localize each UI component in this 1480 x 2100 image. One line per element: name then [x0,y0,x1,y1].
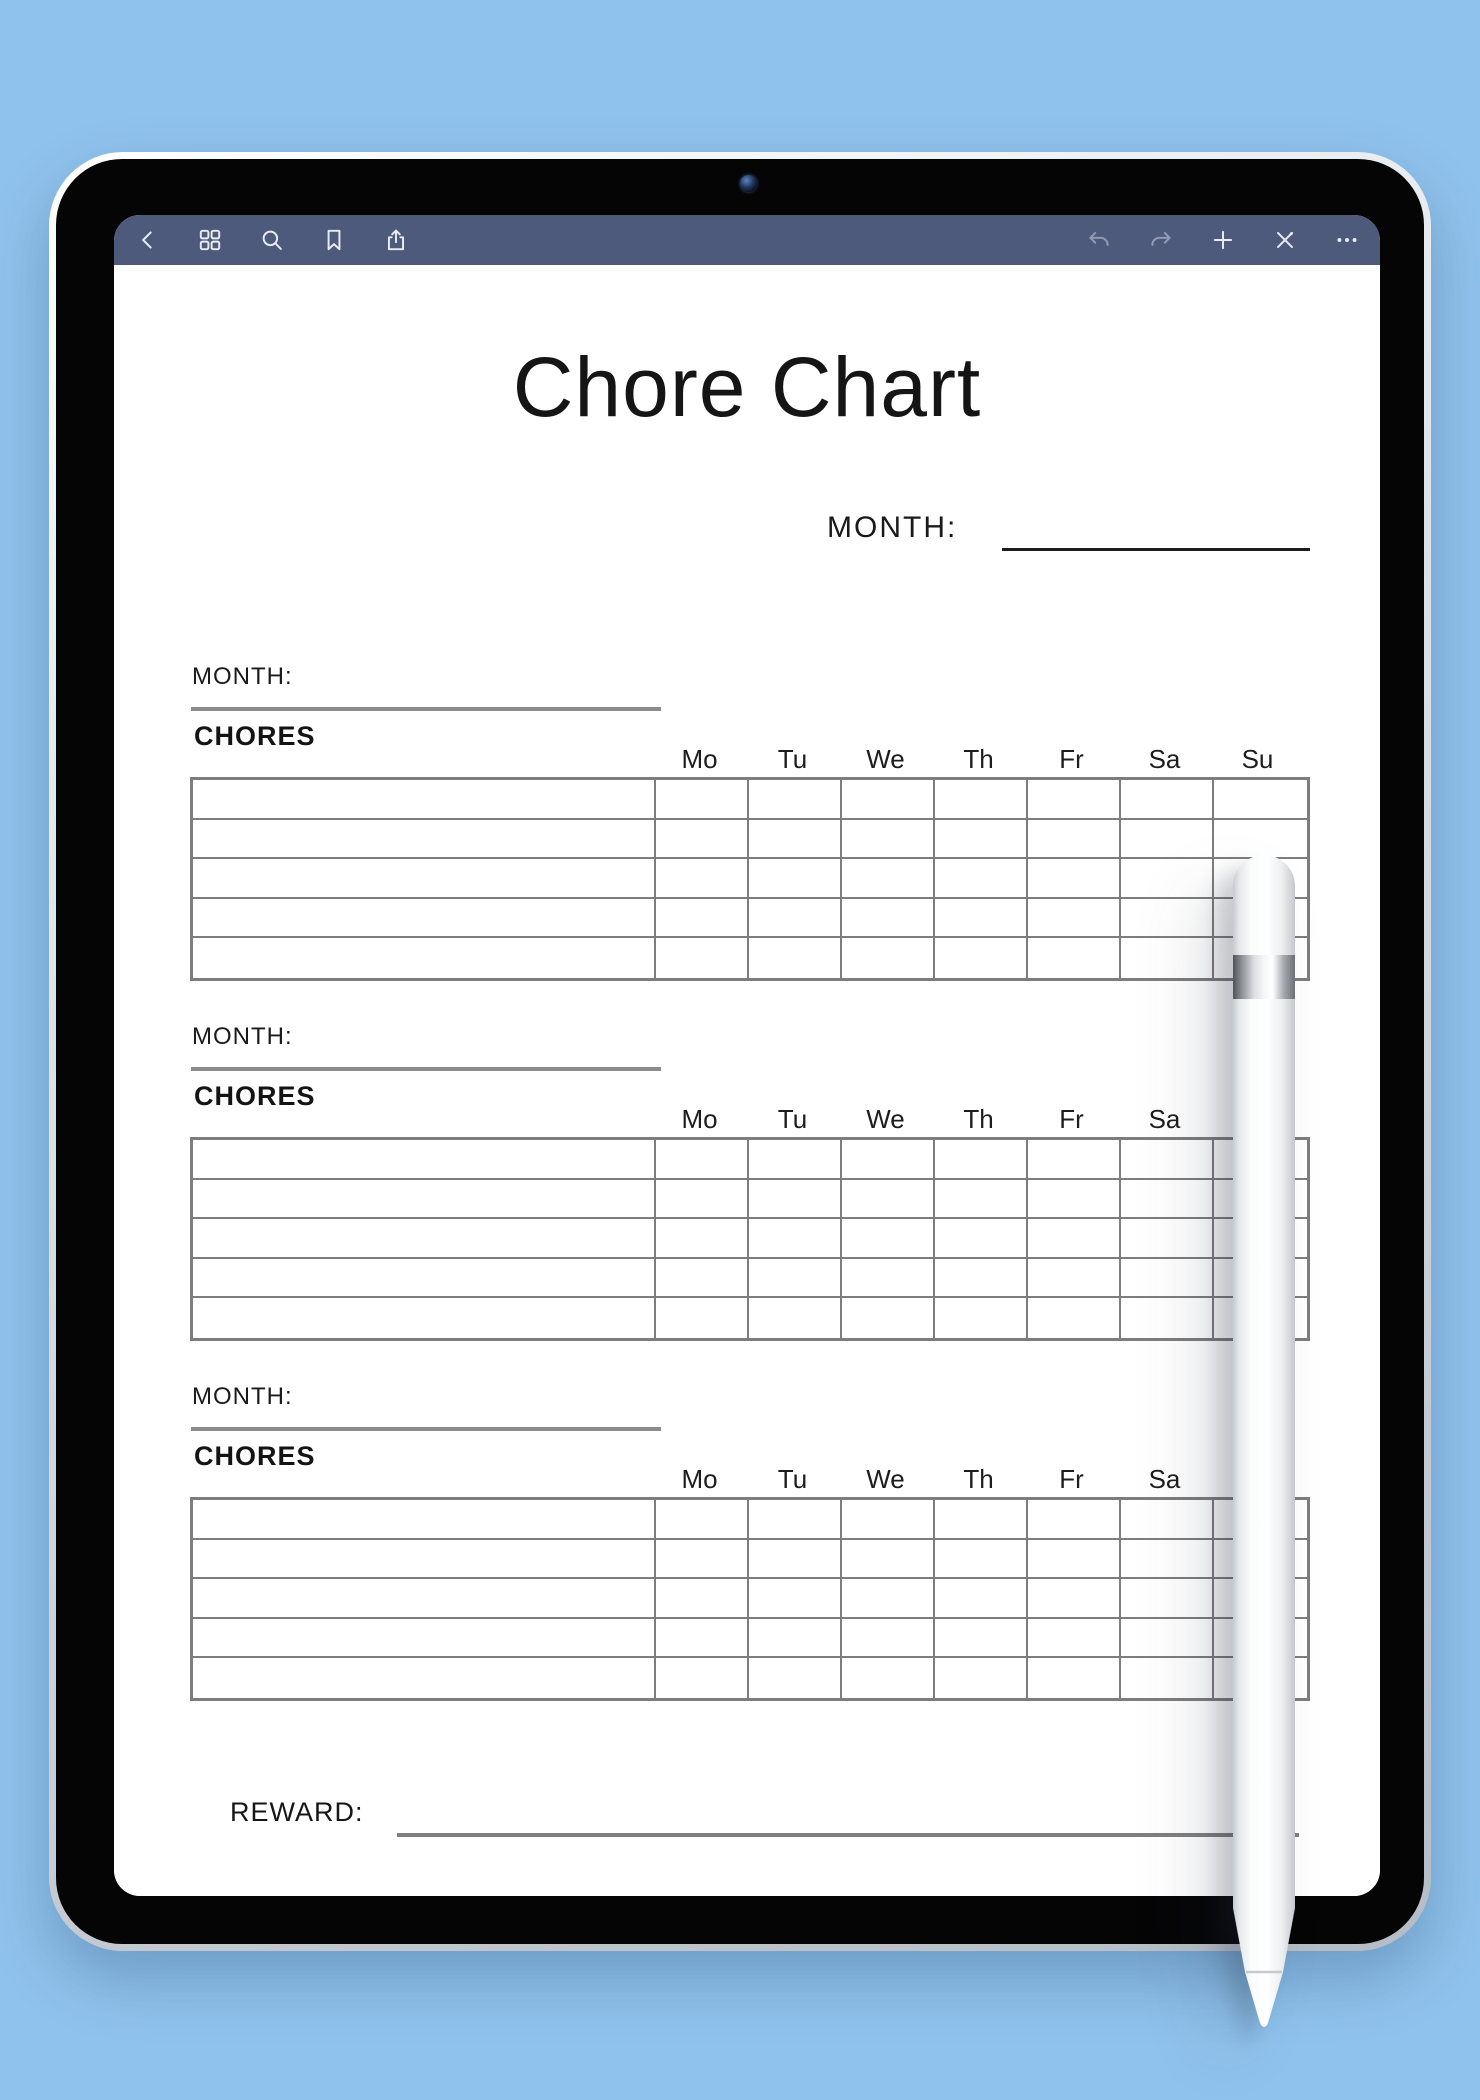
day-label-fr: Fr [1059,1104,1084,1134]
day-check-cell[interactable] [749,1180,842,1220]
day-check-cell[interactable] [935,1180,1028,1220]
day-check-cell[interactable] [842,1219,935,1259]
day-check-cell[interactable] [1028,1579,1121,1619]
section-month-input-line[interactable] [191,1067,661,1071]
day-check-cell[interactable] [1028,1658,1121,1698]
day-label-mo: Mo [681,744,718,774]
toolbar-left-group [135,227,409,253]
chore-name-cell[interactable] [193,780,656,820]
day-header-row [190,739,1304,777]
day-check-cell[interactable] [935,1259,1028,1299]
day-header-row [190,1099,1304,1137]
chore-name-cell[interactable] [193,1140,656,1180]
day-check-cell[interactable] [656,1500,749,1540]
day-check-cell[interactable] [842,1500,935,1540]
day-label-sa: Sa [1148,744,1181,774]
day-check-cell[interactable] [1028,1259,1121,1299]
day-check-cell[interactable] [1214,780,1307,820]
undo-icon[interactable] [1086,227,1112,253]
day-check-cell[interactable] [842,1579,935,1619]
day-check-cell[interactable] [749,1500,842,1540]
day-check-cell[interactable] [1028,1619,1121,1659]
day-check-cell[interactable] [935,859,1028,899]
chores-header: CHORES [194,1081,316,1111]
day-check-cell[interactable] [749,1219,842,1259]
day-check-cell[interactable] [935,1298,1028,1338]
front-camera [740,175,757,192]
chore-name-cell[interactable] [193,1658,656,1698]
bookmark-icon[interactable] [321,227,347,253]
day-check-cell[interactable] [1028,1298,1121,1338]
chore-name-cell[interactable] [193,1540,656,1580]
day-check-cell[interactable] [656,1579,749,1619]
day-check-cell[interactable] [656,820,749,860]
chore-table [190,1137,1310,1341]
day-check-cell[interactable] [656,1140,749,1180]
chores-header: CHORES [194,721,316,751]
app-toolbar [114,215,1380,265]
day-check-cell[interactable] [842,1298,935,1338]
day-label-tu: Tu [777,1104,808,1134]
section-month-label: MONTH: [192,1023,293,1050]
day-check-cell[interactable] [935,1140,1028,1180]
day-check-cell[interactable] [749,820,842,860]
day-check-cell[interactable] [1028,1140,1121,1180]
day-check-cell[interactable] [1028,899,1121,939]
day-label-th: Th [963,1464,994,1494]
day-check-cell[interactable] [656,1619,749,1659]
day-check-cell[interactable] [842,938,935,978]
day-check-cell[interactable] [935,938,1028,978]
reward-label: REWARD: [230,1797,364,1827]
top-month-input-line[interactable] [1002,548,1310,551]
day-check-cell[interactable] [842,1619,935,1659]
day-check-cell[interactable] [749,1298,842,1338]
section-month-input-line[interactable] [191,707,661,711]
day-label-tu: Tu [777,744,808,774]
day-check-cell[interactable] [749,938,842,978]
day-check-cell[interactable] [1028,1219,1121,1259]
share-icon[interactable] [383,227,409,253]
day-check-cell[interactable] [842,899,935,939]
chore-name-cell[interactable] [193,1619,656,1659]
day-check-cell[interactable] [1121,1500,1214,1540]
chore-section-1 [114,663,1380,993]
tablet-bezel [56,159,1424,1944]
day-label-th: Th [963,744,994,774]
day-check-cell[interactable] [935,1219,1028,1259]
pages-grid-icon[interactable] [197,227,223,253]
day-check-cell[interactable] [935,899,1028,939]
day-check-cell[interactable] [1121,1579,1214,1619]
reward-input-line[interactable] [397,1833,1299,1837]
back-icon[interactable] [135,227,161,253]
day-check-cell[interactable] [1028,1180,1121,1220]
day-check-cell[interactable] [656,1298,749,1338]
day-check-cell[interactable] [935,1658,1028,1698]
day-check-cell[interactable] [1121,780,1214,820]
day-check-cell[interactable] [749,1579,842,1619]
section-month-label: MONTH: [192,1383,293,1410]
day-check-cell[interactable] [842,820,935,860]
day-check-cell[interactable] [656,1219,749,1259]
day-label-tu: Tu [777,1464,808,1494]
day-check-cell[interactable] [842,859,935,899]
day-label-we: We [866,1104,905,1134]
day-check-cell[interactable] [749,1259,842,1299]
close-icon[interactable] [1272,227,1298,253]
day-header-row [190,1459,1304,1497]
day-label-fr: Fr [1059,744,1084,774]
day-check-cell[interactable] [1121,899,1214,939]
chore-name-cell[interactable] [193,1219,656,1259]
day-check-cell[interactable] [656,938,749,978]
day-label-we: We [866,1464,905,1494]
chore-name-cell[interactable] [193,1298,656,1338]
chore-name-cell[interactable] [193,820,656,860]
day-check-cell[interactable] [749,1540,842,1580]
day-check-cell[interactable] [749,1619,842,1659]
day-check-cell[interactable] [935,1500,1028,1540]
day-check-cell[interactable] [1028,1500,1121,1540]
day-check-cell[interactable] [656,1259,749,1299]
tablet-device [49,152,1431,1951]
day-check-cell[interactable] [1028,859,1121,899]
day-check-cell[interactable] [1121,938,1214,978]
day-check-cell[interactable] [842,1540,935,1580]
day-check-cell[interactable] [842,1658,935,1698]
chore-section-2 [114,1023,1380,1353]
day-check-cell[interactable] [842,780,935,820]
day-check-cell[interactable] [1028,938,1121,978]
toolbar-right-group [1086,227,1360,253]
day-label-sa: Sa [1148,1464,1181,1494]
day-label-fr: Fr [1059,1464,1084,1494]
section-month-input-line[interactable] [191,1427,661,1431]
day-check-cell[interactable] [656,859,749,899]
day-label-sa: Sa [1148,1104,1181,1134]
day-check-cell[interactable] [842,1259,935,1299]
add-icon[interactable] [1210,227,1236,253]
day-check-cell[interactable] [1121,820,1214,860]
chore-name-cell[interactable] [193,1579,656,1619]
day-check-cell[interactable] [656,1180,749,1220]
day-check-cell[interactable] [749,1658,842,1698]
day-check-cell[interactable] [935,1540,1028,1580]
day-check-cell[interactable] [749,780,842,820]
search-icon[interactable] [259,227,285,253]
day-check-cell[interactable] [1121,1658,1214,1698]
day-check-cell[interactable] [1214,820,1307,860]
day-check-cell[interactable] [842,1180,935,1220]
day-check-cell[interactable] [656,899,749,939]
chore-section-3 [114,1383,1380,1713]
day-check-cell[interactable] [749,899,842,939]
day-check-cell[interactable] [656,780,749,820]
chore-name-cell[interactable] [193,938,656,978]
day-check-cell[interactable] [1121,1140,1214,1180]
page-title: Chore Chart [512,340,982,434]
day-label-we: We [866,744,905,774]
apple-pencil [1233,855,1295,2035]
day-check-cell[interactable] [935,820,1028,860]
more-icon[interactable] [1334,227,1360,253]
day-check-cell[interactable] [749,1140,842,1180]
notebook-page [114,265,1380,1896]
day-check-cell[interactable] [1028,780,1121,820]
day-check-cell[interactable] [935,780,1028,820]
chore-name-cell[interactable] [193,1259,656,1299]
chore-table [190,1497,1310,1701]
day-check-cell[interactable] [1121,1619,1214,1659]
day-check-cell[interactable] [842,1140,935,1180]
day-check-cell[interactable] [1121,1219,1214,1259]
top-month-label: MONTH: [827,511,958,544]
day-label-mo: Mo [681,1104,718,1134]
day-check-cell[interactable] [656,1658,749,1698]
day-check-cell[interactable] [1121,859,1214,899]
chore-table [190,777,1310,981]
section-month-label: MONTH: [192,663,293,690]
chores-header: CHORES [194,1441,316,1471]
day-check-cell[interactable] [656,1540,749,1580]
day-label-th: Th [963,1104,994,1134]
day-label-su: Su [1241,744,1274,774]
day-check-cell[interactable] [1028,1540,1121,1580]
chore-name-cell[interactable] [193,899,656,939]
chore-name-cell[interactable] [193,1500,656,1540]
tablet-screen [114,215,1380,1896]
redo-icon[interactable] [1148,227,1174,253]
day-label-mo: Mo [681,1464,718,1494]
day-check-cell[interactable] [1121,1298,1214,1338]
chore-name-cell[interactable] [193,859,656,899]
day-check-cell[interactable] [1028,820,1121,860]
day-check-cell[interactable] [749,859,842,899]
day-check-cell[interactable] [935,1579,1028,1619]
day-check-cell[interactable] [1121,1180,1214,1220]
day-check-cell[interactable] [935,1619,1028,1659]
day-check-cell[interactable] [1121,1259,1214,1299]
day-check-cell[interactable] [1121,1540,1214,1580]
chore-name-cell[interactable] [193,1180,656,1220]
